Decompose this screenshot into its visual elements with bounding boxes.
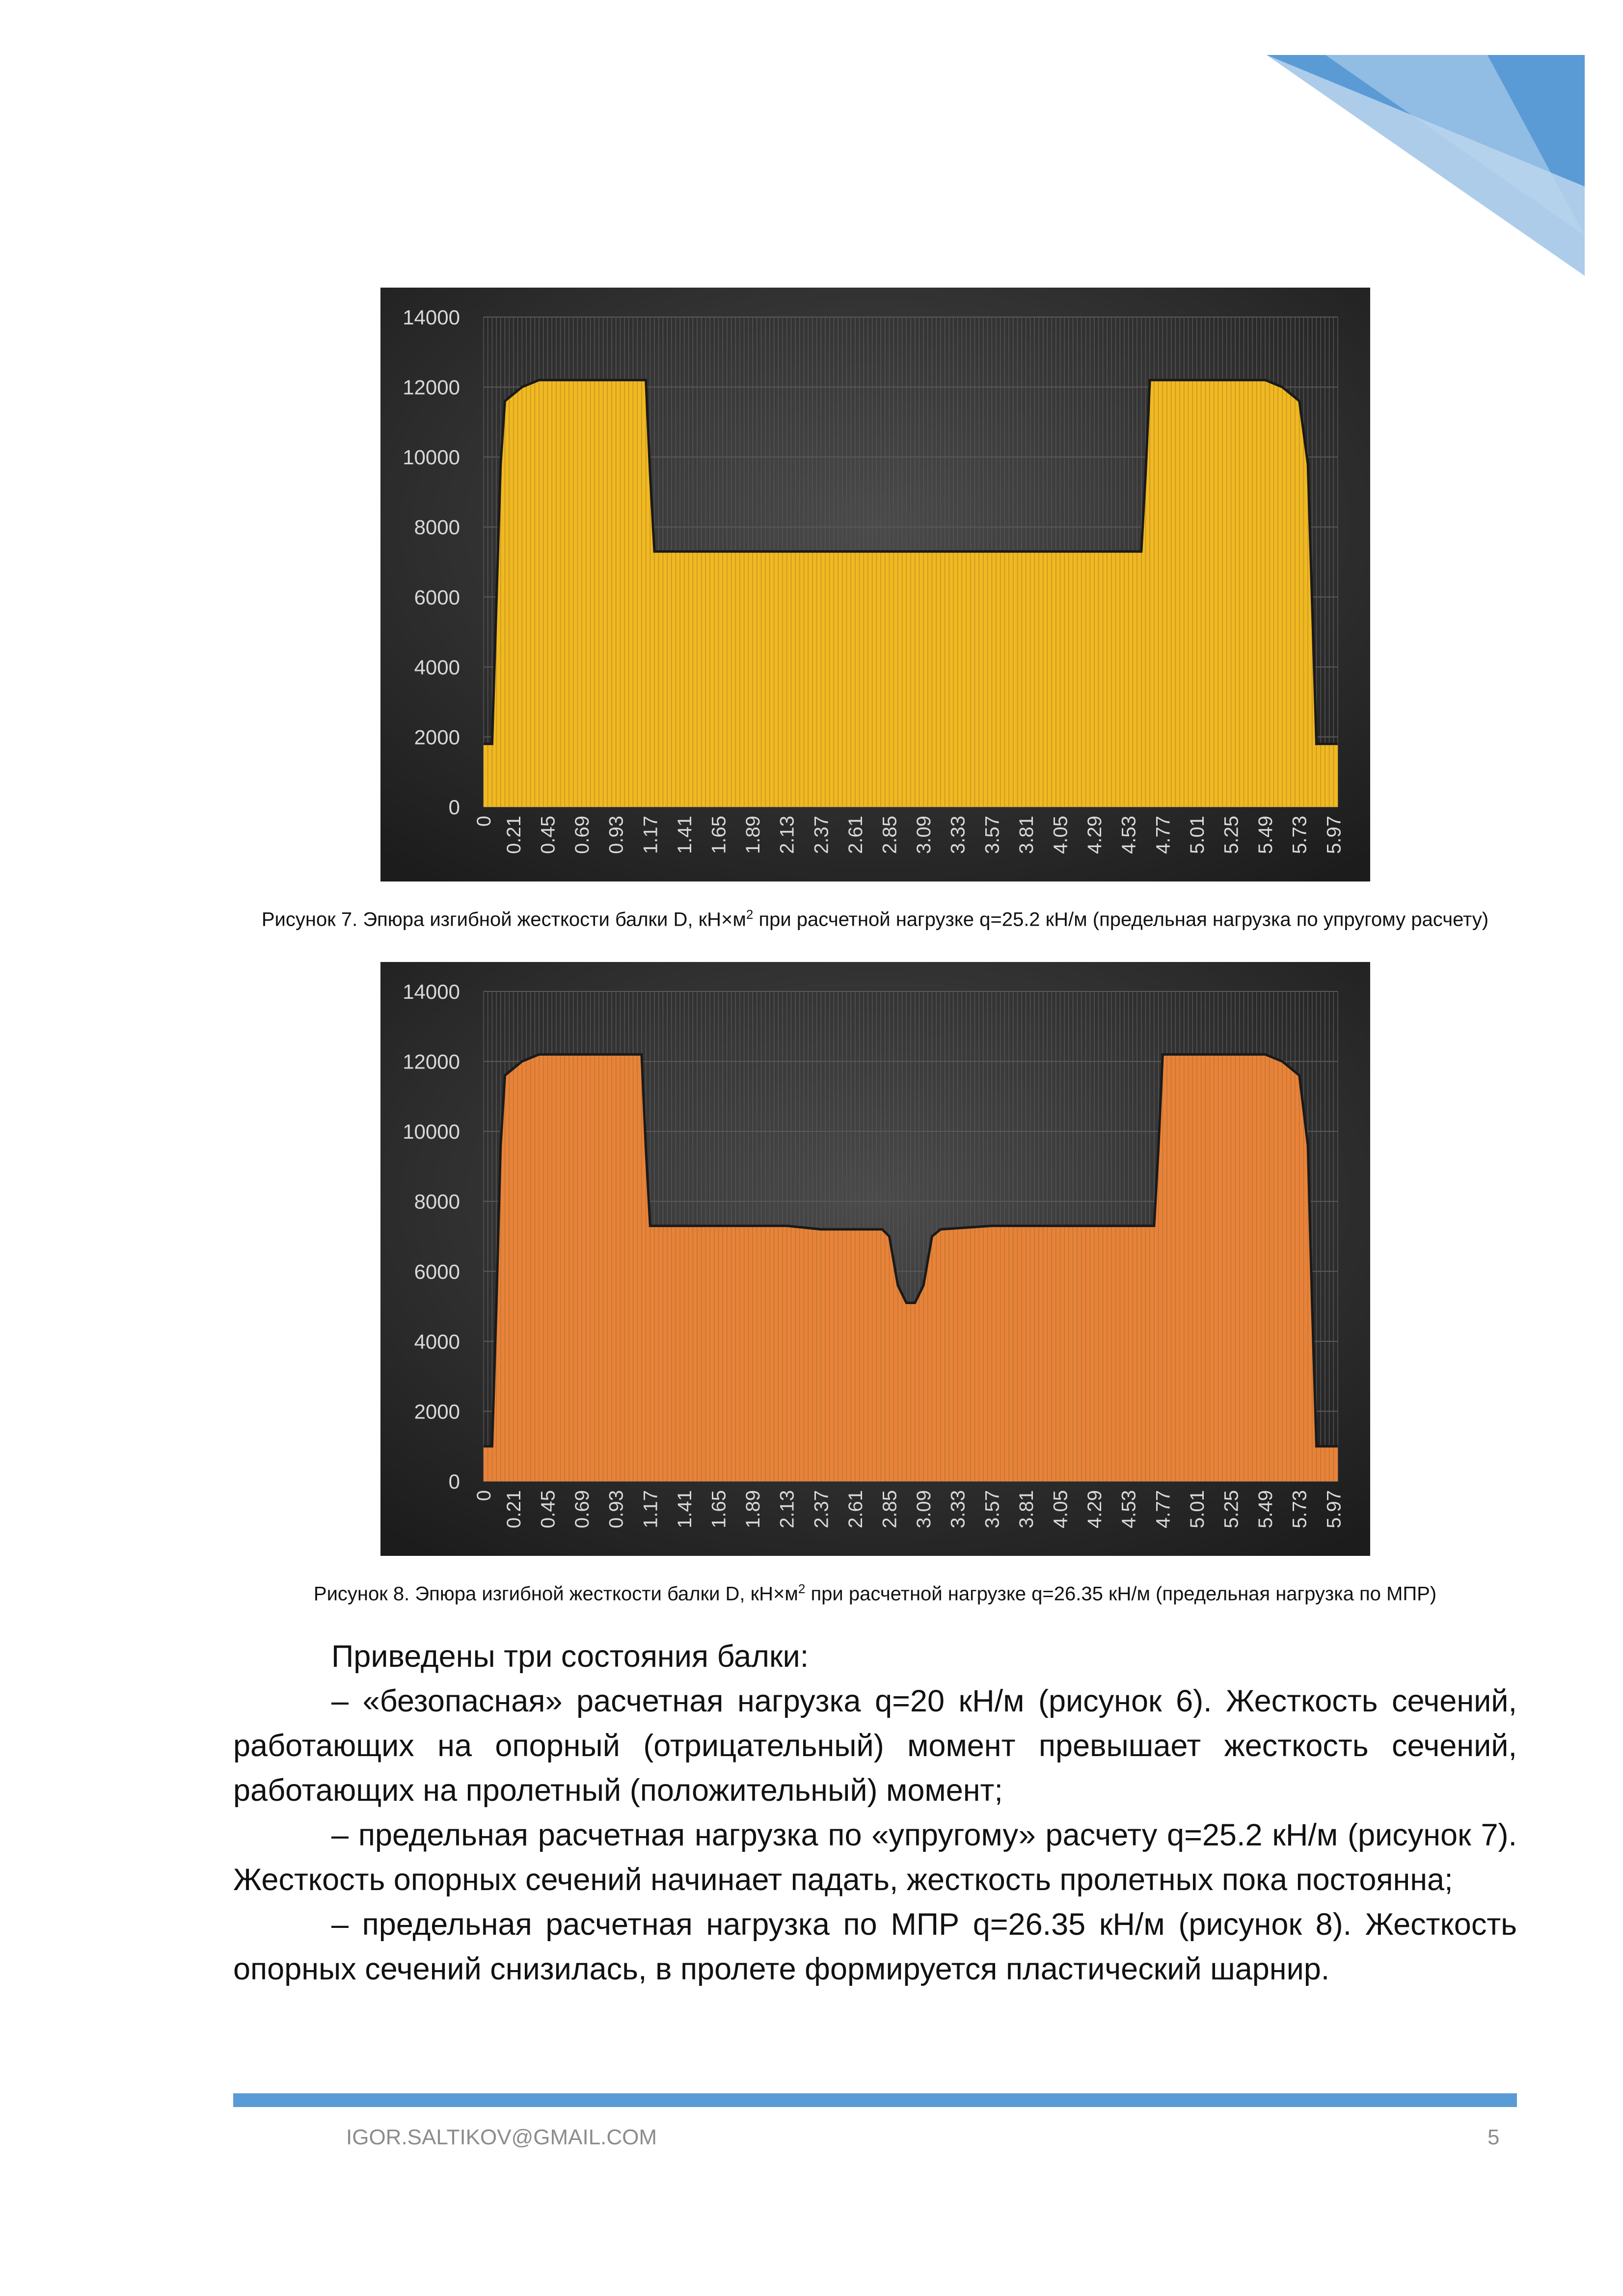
y-tick-label: 12000 — [403, 1050, 460, 1073]
y-tick-label: 0 — [448, 796, 460, 819]
x-tick-label: 4.29 — [1084, 1490, 1106, 1528]
y-tick-label: 4000 — [414, 1330, 460, 1353]
x-tick-label: 5.73 — [1289, 816, 1311, 854]
x-tick-label: 1.65 — [708, 1490, 730, 1528]
x-tick-label: 0 — [473, 816, 495, 827]
x-tick-label: 5.01 — [1186, 1490, 1208, 1528]
x-tick-label: 4.05 — [1050, 1490, 1072, 1528]
x-tick-label: 5.97 — [1323, 1490, 1345, 1528]
x-tick-label: 5.49 — [1255, 816, 1277, 854]
y-tick-label: 10000 — [403, 1120, 460, 1144]
figure-8-caption-text: Рисунок 8. Эпюра изгибной жесткости балки D, кН×м — [313, 1583, 798, 1605]
stiffness-chart-fig7-svg — [380, 288, 1370, 881]
y-tick-label: 2000 — [414, 725, 460, 749]
x-tick-label: 3.33 — [947, 1490, 969, 1528]
y-tick-label: 6000 — [414, 586, 460, 609]
x-tick-label: 0.21 — [503, 816, 525, 854]
x-tick-label: 1.17 — [640, 816, 662, 854]
x-tick-label: 1.65 — [708, 816, 730, 854]
x-tick-label: 3.09 — [913, 816, 935, 854]
y-tick-label: 10000 — [403, 446, 460, 469]
x-tick-label: 1.41 — [674, 1490, 696, 1528]
x-tick-label: 4.29 — [1084, 816, 1106, 854]
x-tick-label: 4.05 — [1050, 816, 1072, 854]
stiffness-chart-fig8-svg — [380, 962, 1370, 1556]
x-tick-label: 2.85 — [879, 816, 901, 854]
x-tick-label: 1.17 — [640, 1490, 662, 1528]
x-tick-label: 3.33 — [947, 816, 969, 854]
x-tick-label: 0.69 — [571, 816, 594, 854]
x-tick-label: 5.25 — [1220, 816, 1243, 854]
x-tick-label: 3.09 — [913, 1490, 935, 1528]
x-tick-label: 0.45 — [537, 816, 559, 854]
y-tick-label: 6000 — [414, 1260, 460, 1283]
x-tick-label: 0.93 — [605, 816, 627, 854]
body-paragraph-elastic-load: – предельная расчетная нагрузка по «упругому» расчету q=25.2 кН/м (рисунок 7). Жесткость опорных сечений начинает падать, жесткость пролетных пока постоянна; — [233, 1818, 1517, 1897]
x-tick-label: 1.41 — [674, 816, 696, 854]
y-tick-label: 14000 — [403, 980, 460, 1003]
y-tick-label: 8000 — [414, 515, 460, 539]
x-tick-label: 0 — [473, 1490, 495, 1501]
x-tick-label: 5.25 — [1220, 1490, 1243, 1528]
x-tick-label: 4.77 — [1152, 816, 1174, 854]
body-text — [233, 1634, 1517, 1992]
x-tick-label: 2.37 — [811, 1490, 833, 1528]
x-tick-label: 3.81 — [1015, 1490, 1037, 1528]
x-tick-label: 3.57 — [981, 816, 1003, 854]
body-paragraph-intro: Приведены три состояния балки: — [331, 1639, 809, 1674]
footer-divider — [233, 2093, 1517, 2107]
x-tick-label: 0.21 — [503, 1490, 525, 1528]
x-tick-label: 5.49 — [1255, 1490, 1277, 1528]
y-tick-label: 8000 — [414, 1190, 460, 1213]
x-tick-label: 1.89 — [742, 1490, 764, 1528]
x-tick-label: 3.81 — [1015, 816, 1037, 854]
corner-decoration — [1267, 49, 1600, 280]
x-tick-label: 0.45 — [537, 1490, 559, 1528]
y-tick-label: 14000 — [403, 306, 460, 329]
x-tick-label: 4.53 — [1118, 816, 1140, 854]
x-tick-label: 5.97 — [1323, 816, 1345, 854]
x-tick-label: 4.53 — [1118, 1490, 1140, 1528]
footer-email: IGOR.SALTIKOV@GMAIL.COM — [346, 2125, 657, 2149]
figure-7-caption-sup: 2 — [746, 907, 754, 922]
body-paragraph-safe-load: – «безопасная» расчетная нагрузка q=20 кН/м (рисунок 6). Жесткость сечений, работающих на опорный (отрицательный) момент превышает жесткость сечений, работающих на пролетный (положительный) момент; — [233, 1684, 1517, 1808]
x-tick-label: 5.73 — [1289, 1490, 1311, 1528]
x-tick-label: 3.57 — [981, 1490, 1003, 1528]
stiffness-chart-fig8 — [380, 962, 1370, 1556]
figure-7-caption-text: Рисунок 7. Эпюра изгибной жесткости балки D, кН×м — [261, 908, 746, 931]
y-tick-label: 12000 — [403, 375, 460, 399]
body-paragraph-plastic-load: – предельная расчетная нагрузка по МПР q=26.35 кН/м (рисунок 8). Жесткость опорных сечений снизилась, в пролете формируется пластический шарнир. — [233, 1907, 1517, 1986]
x-tick-label: 2.85 — [879, 1490, 901, 1528]
page-number: 5 — [1488, 2125, 1500, 2149]
figure-8-caption-sup: 2 — [798, 1581, 806, 1596]
figure-7-caption-tail: при расчетной нагрузке q=25.2 кН/м (предельная нагрузка по упругому расчету) — [753, 908, 1489, 931]
x-tick-label: 2.61 — [844, 1490, 866, 1528]
x-tick-label: 2.13 — [776, 1490, 798, 1528]
figure-8-caption — [233, 1581, 1517, 1605]
y-tick-label: 4000 — [414, 655, 460, 679]
x-tick-label: 0.93 — [605, 1490, 627, 1528]
x-tick-label: 2.13 — [776, 816, 798, 854]
x-tick-label: 1.89 — [742, 816, 764, 854]
y-tick-label: 2000 — [414, 1400, 460, 1423]
figure-8-caption-tail: при расчетной нагрузке q=26.35 кН/м (предельная нагрузка по МПР) — [805, 1583, 1437, 1605]
figure-7-caption — [233, 907, 1517, 931]
x-tick-label: 0.69 — [571, 1490, 594, 1528]
stiffness-chart-fig7 — [380, 288, 1370, 881]
x-tick-label: 2.61 — [844, 816, 866, 854]
y-tick-label: 0 — [448, 1470, 460, 1493]
x-tick-label: 4.77 — [1152, 1490, 1174, 1528]
x-tick-label: 2.37 — [811, 816, 833, 854]
x-tick-label: 5.01 — [1186, 816, 1208, 854]
